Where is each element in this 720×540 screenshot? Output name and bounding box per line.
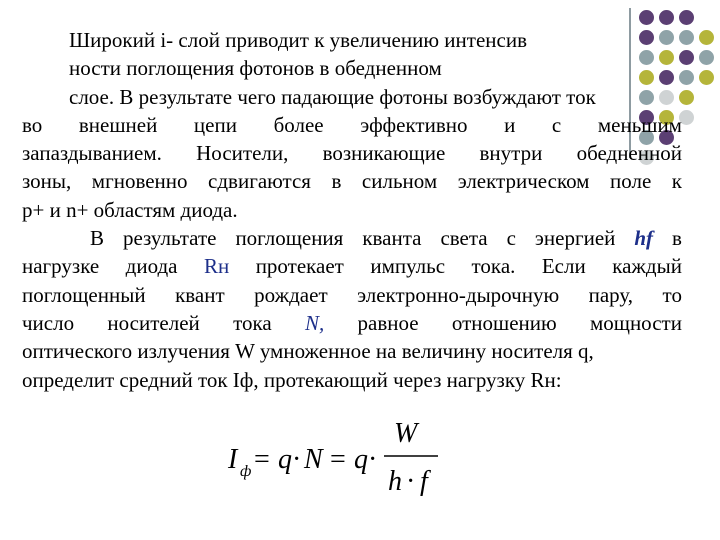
word: импульс <box>370 254 446 279</box>
text-line <box>22 54 682 82</box>
word: поле <box>610 169 652 194</box>
text-span: оптического излучения W умноженное на величину носителя q, <box>22 339 594 364</box>
text-span: Широкий i- слой приводит к увеличению интенсив <box>69 28 527 52</box>
word: отношению <box>451 310 557 335</box>
word: протекает <box>255 254 344 279</box>
text-span: ности поглощения фотонов в обедненном <box>69 56 442 81</box>
word: мощности <box>589 310 682 335</box>
word: то <box>662 282 682 307</box>
frequency-symbol: f <box>420 466 428 497</box>
word: запаздыванием. <box>22 141 162 166</box>
text-line <box>22 224 682 252</box>
word: кванта <box>362 226 422 251</box>
decorative-dot <box>699 70 714 85</box>
word: число <box>22 310 75 335</box>
word: пару, <box>588 282 634 307</box>
decorative-dot <box>639 10 654 25</box>
text-line <box>22 337 682 365</box>
word: Если <box>541 254 586 279</box>
word: к <box>671 169 682 194</box>
decorative-dot <box>699 50 714 65</box>
word: света <box>440 226 488 251</box>
word: электрическом <box>457 169 590 194</box>
word: рождает <box>254 282 328 307</box>
word: цепи <box>193 112 237 137</box>
word: мгновенно <box>91 169 188 194</box>
equals-sign: = <box>254 444 270 475</box>
body-text <box>22 26 682 394</box>
word: поглощенный <box>22 282 146 307</box>
word: нагрузке <box>22 254 100 279</box>
decorative-dot <box>679 10 694 25</box>
word: с <box>551 112 562 137</box>
word: тока <box>233 310 272 335</box>
word: во <box>22 112 43 137</box>
word: обедненной <box>576 141 682 166</box>
word: меньшим <box>597 112 682 137</box>
text-line <box>22 26 682 54</box>
multiply-dot: · <box>292 444 302 475</box>
text-line <box>22 111 682 139</box>
word: электронно-дырочную <box>357 282 560 307</box>
equals-sign: = <box>330 444 346 475</box>
decorative-dot <box>699 30 714 45</box>
word: Rн <box>203 254 230 279</box>
word: зоны, <box>22 169 72 194</box>
word: энергией <box>534 226 616 251</box>
word: носителей <box>107 310 200 335</box>
formula-svg <box>226 412 446 502</box>
planck-symbol: h <box>388 466 402 497</box>
word: в <box>331 169 342 194</box>
word: квант <box>175 282 225 307</box>
word: возникающие <box>322 141 446 166</box>
decorative-dot <box>659 10 674 25</box>
word: и <box>504 112 516 137</box>
fraction-numerator: W <box>394 418 418 449</box>
text-line <box>22 252 682 280</box>
word: диода <box>125 254 178 279</box>
word: Носители, <box>196 141 289 166</box>
multiply-dot: · <box>406 466 416 497</box>
word: сдвигаются <box>208 169 311 194</box>
text-line <box>22 366 682 394</box>
text-span: p+ и n+ областям диода. <box>22 197 238 222</box>
word: внутри <box>479 141 543 166</box>
carrier-count-symbol: N <box>304 444 323 475</box>
word: равное <box>357 310 419 335</box>
charge-symbol: q <box>354 444 368 475</box>
word: сильном <box>361 169 438 194</box>
word: N, <box>304 310 325 335</box>
word: результате <box>122 226 217 251</box>
formula <box>226 412 446 502</box>
word: более <box>273 112 324 137</box>
text-span: слое. В результате чего падающие фотоны возбуждают ток <box>69 84 596 109</box>
word: эффективно <box>360 112 468 137</box>
current-subscript: ф <box>240 463 252 480</box>
word: поглощения <box>235 226 344 251</box>
current-symbol: I <box>228 444 238 475</box>
text-line <box>22 281 682 309</box>
text-line <box>22 139 682 167</box>
word: каждый <box>612 254 682 279</box>
word: тока. <box>471 254 516 279</box>
word: в <box>672 226 682 251</box>
text-line <box>22 196 682 224</box>
text-line <box>22 167 682 195</box>
text-line <box>22 83 682 111</box>
multiply-dot: · <box>368 444 378 475</box>
text-line <box>22 309 682 337</box>
word: с <box>506 226 516 251</box>
word: hf <box>634 226 654 251</box>
word: внешней <box>78 112 158 137</box>
word: В <box>90 226 105 251</box>
charge-symbol: q <box>278 444 292 475</box>
text-span: определит средний ток Iф, протекающий через нагрузку Rн: <box>22 367 562 392</box>
